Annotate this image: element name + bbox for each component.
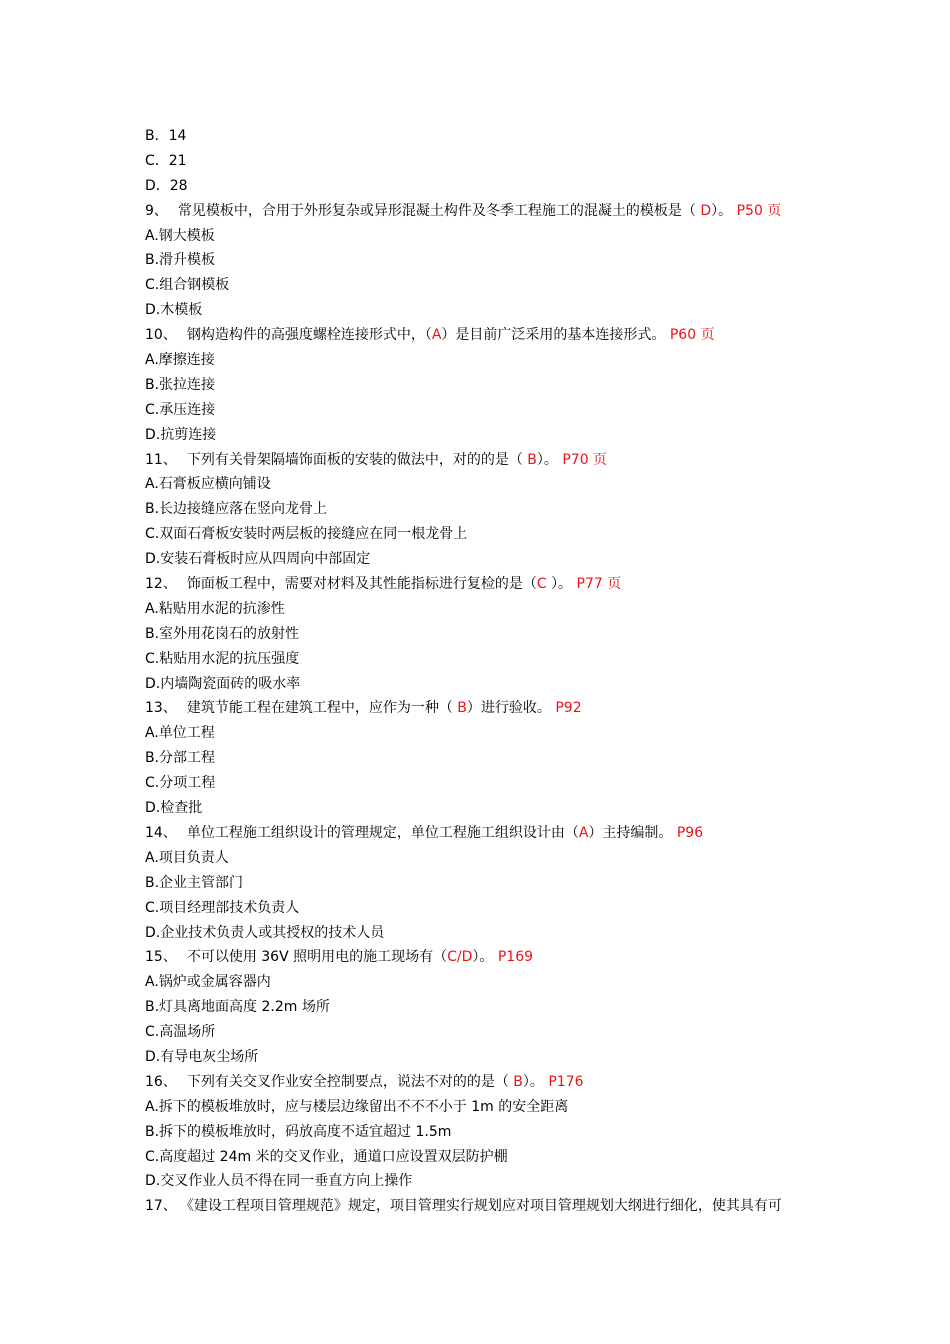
page-reference: P176 <box>548 1073 584 1090</box>
question-number: 14、 <box>145 824 177 841</box>
option-line: D.交叉作业人员不得在同一垂直方向上操作 <box>145 1173 413 1190</box>
option-line: B.滑升模板 <box>145 252 216 269</box>
option-line: D.检查批 <box>145 800 203 817</box>
question-line <box>145 1070 825 1095</box>
question-number: 12、 <box>145 576 177 593</box>
answer-letter: D <box>695 202 712 219</box>
question-line <box>145 1194 825 1219</box>
question-line <box>145 448 825 473</box>
option-line: A.单位工程 <box>145 725 215 742</box>
answer-letter: B <box>508 1073 523 1090</box>
question-stem-end: ）。 <box>551 576 573 593</box>
option-line: C.粘贴用水泥的抗压强度 <box>145 650 300 667</box>
option-line: C.承压连接 <box>145 401 216 418</box>
answer-letter: B <box>452 700 467 717</box>
question-stem: 《建设工程项目管理规范》规定，项目管理实行规划应对项目管理规划大纲进行细化，使其具有可 <box>186 1198 782 1215</box>
option-line: B.企业主管部门 <box>145 874 244 891</box>
answer-letter: C <box>536 576 552 593</box>
question-number: 10、 <box>145 327 177 344</box>
question-stem: 钢构造构件的高强度螺栓连接形式中，（ <box>186 327 432 344</box>
question-line <box>145 696 825 721</box>
option-line: D.木模板 <box>145 302 203 319</box>
option-line: B.拆下的模板堆放时，码放高度不适宜超过 1.5m <box>145 1123 452 1140</box>
answer-letter: A <box>431 327 442 344</box>
question-stem-end: ）。 <box>522 1073 544 1090</box>
question-line <box>145 821 825 846</box>
question-stem: 不可以使用 36V 照明用电的施工现场有（ <box>186 949 448 966</box>
page-reference: P92 <box>555 700 582 717</box>
question-number: 9、 <box>145 202 168 219</box>
question-stem-end: ）进行验收。 <box>466 700 551 717</box>
question-number: 17、 <box>145 1198 177 1215</box>
question-line <box>145 323 825 348</box>
page-reference: P50 页 <box>736 202 782 219</box>
question-stem-end: ）。 <box>711 202 733 219</box>
option-line: A.摩擦连接 <box>145 352 215 369</box>
question-stem: 建筑节能工程在建筑工程中，应作为一种（ <box>186 700 453 717</box>
option-line: A.项目负责人 <box>145 849 229 866</box>
page-reference: P96 <box>676 824 704 841</box>
option-line: C.双面石膏板安装时两层板的接缝应在同一根龙骨上 <box>145 526 468 543</box>
option-line: C.高温场所 <box>145 1024 216 1041</box>
question-stem-end: ）主持编制。 <box>588 824 673 841</box>
question-stem: 常见模板中，合用于外形复杂或异形混凝土构件及冬季工程施工的混凝土的模板是（ <box>177 202 696 219</box>
question-stem-end: ）是目前广泛采用的基本连接形式。 <box>441 327 666 344</box>
option-line: D.安装石膏板时应从四周向中部固定 <box>145 551 371 568</box>
question-line <box>145 199 825 224</box>
option-line: C．21 <box>145 152 187 169</box>
option-line: B.室外用花岗石的放射性 <box>145 625 300 642</box>
option-line: B.灯具离地面高度 2.2m 场所 <box>145 999 330 1016</box>
option-line: C.项目经理部技术负责人 <box>145 899 300 916</box>
option-line: D.企业技术负责人或其授权的技术人员 <box>145 924 385 941</box>
option-line: D.抗剪连接 <box>145 426 217 443</box>
option-line: C.高度超过 24m 米的交叉作业，通道口应设置双层防护棚 <box>145 1148 508 1165</box>
question-stem-end: ）。 <box>472 949 494 966</box>
answer-letter: A <box>578 824 589 841</box>
option-line: A.拆下的模板堆放时，应与楼层边缘留出不不不小于 1m 的安全距离 <box>145 1098 569 1115</box>
question-stem: 饰面板工程中，需要对材料及其性能指标进行复检的是（ <box>186 576 537 593</box>
answer-letter: C/D <box>447 949 473 966</box>
option-line: B.长边接缝应落在竖向龙骨上 <box>145 501 328 518</box>
question-number: 15、 <box>145 949 177 966</box>
option-line: C.分项工程 <box>145 775 216 792</box>
option-line: B.张拉连接 <box>145 376 216 393</box>
option-line: A.粘贴用水泥的抗渗性 <box>145 600 285 617</box>
question-list <box>145 124 825 1219</box>
option-line: A.钢大模板 <box>145 227 215 244</box>
option-line: D.有导电灰尘场所 <box>145 1048 259 1065</box>
option-line: C.组合钢模板 <box>145 277 230 294</box>
option-line: B．14 <box>145 128 187 144</box>
question-line <box>145 572 825 597</box>
page-reference: P169 <box>497 949 534 966</box>
option-line: D．28 <box>145 177 188 194</box>
option-line: A.石膏板应横向铺设 <box>145 476 271 493</box>
option-line: D.内墙陶瓷面砖的吸水率 <box>145 675 301 692</box>
question-stem: 下列有关骨架隔墙饰面板的安装的做法中，对的的是（ <box>186 451 523 468</box>
page-reference: P77 页 <box>576 576 622 593</box>
question-stem-end: ）。 <box>536 451 558 468</box>
option-line: A.锅炉或金属容器内 <box>145 974 271 991</box>
page-reference: P70 页 <box>562 451 608 468</box>
answer-letter: B <box>522 451 537 468</box>
question-stem: 单位工程施工组织设计的管理规定，单位工程施工组织设计由（ <box>186 824 579 841</box>
page-reference: P60 页 <box>669 327 715 344</box>
question-line <box>145 945 825 970</box>
question-stem: 下列有关交叉作业安全控制要点，说法不对的的是（ <box>186 1073 509 1090</box>
question-number: 16、 <box>145 1073 177 1090</box>
option-line: B.分部工程 <box>145 750 216 767</box>
question-number: 11、 <box>145 451 177 468</box>
question-number: 13、 <box>145 700 177 717</box>
